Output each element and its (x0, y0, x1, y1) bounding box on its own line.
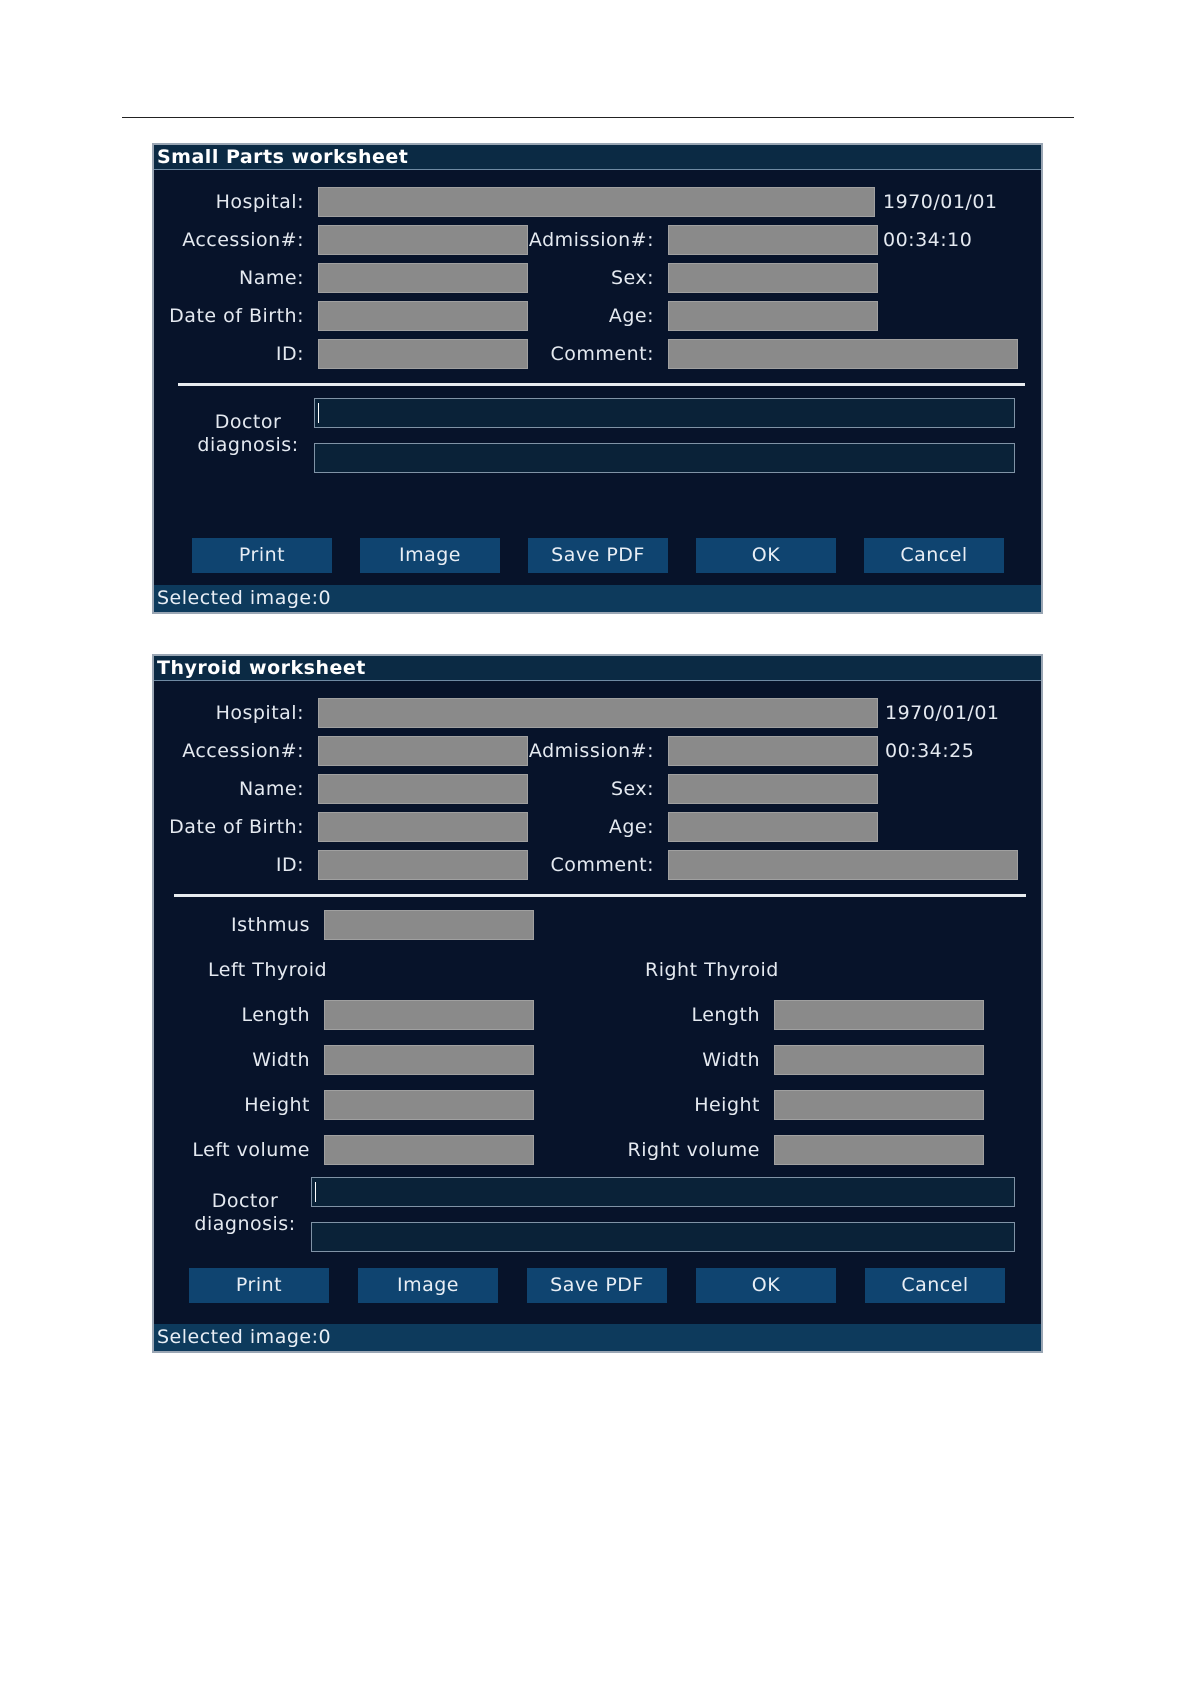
comment-field[interactable] (668, 850, 1018, 880)
cancel-button[interactable]: Cancel (864, 538, 1004, 573)
right-length-label: Length (691, 1004, 760, 1026)
doctor-diagnosis-label (188, 411, 308, 457)
name-label: Name: (239, 267, 304, 289)
age-label: Age: (608, 305, 654, 327)
hospital-field[interactable] (318, 187, 875, 217)
left-width-label: Width (252, 1049, 310, 1071)
name-field[interactable] (318, 263, 528, 293)
doctor-diagnosis-input-1[interactable] (311, 1177, 1015, 1207)
status-bar: Selected image:0 (154, 585, 1041, 612)
sex-field[interactable] (668, 263, 878, 293)
left-height-label: Height (244, 1094, 310, 1116)
id-label: ID: (275, 343, 304, 365)
dob-field[interactable] (318, 301, 528, 331)
diagnosis-label-line: diagnosis: (194, 1213, 296, 1235)
right-width-field[interactable] (774, 1045, 984, 1075)
right-thyroid-heading: Right Thyroid (645, 959, 779, 981)
age-field[interactable] (668, 301, 878, 331)
status-bar: Selected image:0 (154, 1324, 1041, 1351)
text-caret (318, 403, 319, 423)
isthmus-label: Isthmus (231, 914, 310, 936)
page-header-rule (122, 117, 1074, 118)
text-caret (315, 1182, 316, 1202)
id-field[interactable] (318, 850, 528, 880)
left-length-label: Length (241, 1004, 310, 1026)
age-field[interactable] (668, 812, 878, 842)
right-volume-label: Right volume (627, 1139, 760, 1161)
diagnosis-label-line: diagnosis: (197, 434, 299, 456)
section-divider (178, 383, 1025, 386)
image-button[interactable]: Image (360, 538, 500, 573)
worksheet-title: Thyroid worksheet (154, 656, 1041, 681)
ok-button[interactable]: OK (696, 538, 836, 573)
right-height-label: Height (694, 1094, 760, 1116)
image-button[interactable]: Image (358, 1268, 498, 1303)
right-width-label: Width (702, 1049, 760, 1071)
id-label: ID: (275, 854, 304, 876)
admission-label: Admission#: (528, 229, 654, 251)
doctor-diagnosis-label (185, 1190, 305, 1236)
time-display: 00:34:25 (885, 740, 975, 762)
right-volume-field[interactable] (774, 1135, 984, 1165)
print-button[interactable]: Print (192, 538, 332, 573)
id-field[interactable] (318, 339, 528, 369)
hospital-label: Hospital: (215, 191, 304, 213)
admission-field[interactable] (668, 736, 878, 766)
comment-label: Comment: (550, 343, 654, 365)
name-label: Name: (239, 778, 304, 800)
sex-label: Sex: (610, 778, 654, 800)
ok-button[interactable]: OK (696, 1268, 836, 1303)
thyroid-worksheet (152, 654, 1043, 1353)
accession-field[interactable] (318, 225, 528, 255)
isthmus-field[interactable] (324, 910, 534, 940)
accession-label: Accession#: (182, 229, 304, 251)
left-length-field[interactable] (324, 1000, 534, 1030)
comment-label: Comment: (550, 854, 654, 876)
hospital-field[interactable] (318, 698, 878, 728)
left-volume-field[interactable] (324, 1135, 534, 1165)
doctor-label-line: Doctor (211, 1190, 279, 1212)
comment-field[interactable] (668, 339, 1018, 369)
sex-field[interactable] (668, 774, 878, 804)
right-length-field[interactable] (774, 1000, 984, 1030)
dob-field[interactable] (318, 812, 528, 842)
dob-label: Date of Birth: (169, 816, 304, 838)
sex-label: Sex: (610, 267, 654, 289)
doctor-diagnosis-input-2[interactable] (314, 443, 1015, 473)
worksheet-title: Small Parts worksheet (154, 145, 1041, 170)
print-button[interactable]: Print (189, 1268, 329, 1303)
dob-label: Date of Birth: (169, 305, 304, 327)
save-pdf-button[interactable]: Save PDF (528, 538, 668, 573)
small-parts-worksheet (152, 143, 1043, 614)
left-width-field[interactable] (324, 1045, 534, 1075)
doctor-diagnosis-input-1[interactable] (314, 398, 1015, 428)
accession-field[interactable] (318, 736, 528, 766)
left-height-field[interactable] (324, 1090, 534, 1120)
section-divider (174, 894, 1026, 897)
left-thyroid-heading: Left Thyroid (208, 959, 328, 981)
doctor-diagnosis-input-2[interactable] (311, 1222, 1015, 1252)
right-height-field[interactable] (774, 1090, 984, 1120)
admission-field[interactable] (668, 225, 878, 255)
age-label: Age: (608, 816, 654, 838)
time-display: 00:34:10 (883, 229, 973, 251)
admission-label: Admission#: (528, 740, 654, 762)
date-display: 1970/01/01 (885, 702, 1000, 724)
name-field[interactable] (318, 774, 528, 804)
doctor-label-line: Doctor (214, 411, 282, 433)
save-pdf-button[interactable]: Save PDF (527, 1268, 667, 1303)
left-volume-label: Left volume (192, 1139, 310, 1161)
hospital-label: Hospital: (215, 702, 304, 724)
cancel-button[interactable]: Cancel (865, 1268, 1005, 1303)
date-display: 1970/01/01 (883, 191, 998, 213)
accession-label: Accession#: (182, 740, 304, 762)
